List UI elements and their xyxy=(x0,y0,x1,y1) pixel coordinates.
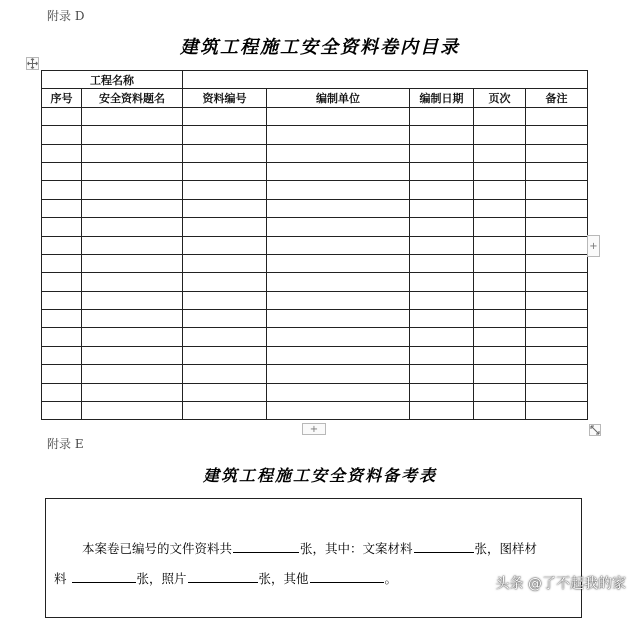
add-column-button[interactable]: + xyxy=(587,235,600,257)
table-cell[interactable] xyxy=(183,310,267,328)
table-cell[interactable] xyxy=(82,273,183,291)
table-cell[interactable] xyxy=(410,346,474,364)
table-cell[interactable] xyxy=(42,328,82,346)
appendix-e-label: 附录 E xyxy=(47,437,84,451)
table-cell[interactable] xyxy=(410,218,474,236)
catalog-body xyxy=(42,107,588,420)
table-cell[interactable] xyxy=(267,365,410,383)
table-cell[interactable] xyxy=(42,236,82,254)
table-cell[interactable] xyxy=(526,346,588,364)
table-cell[interactable] xyxy=(42,254,82,272)
table-cell[interactable] xyxy=(267,107,410,125)
table-cell[interactable] xyxy=(410,402,474,420)
table-cell[interactable] xyxy=(82,162,183,180)
drawing-count-blank[interactable] xyxy=(72,570,136,583)
project-name-value[interactable] xyxy=(183,71,588,89)
table-cell[interactable] xyxy=(526,310,588,328)
table-cell[interactable] xyxy=(42,310,82,328)
table-cell[interactable] xyxy=(267,310,410,328)
table-cell[interactable] xyxy=(526,236,588,254)
table-row xyxy=(42,162,588,180)
total-count-blank[interactable] xyxy=(233,540,299,553)
move-icon[interactable] xyxy=(26,57,39,70)
table-row xyxy=(42,402,588,420)
col-header: 安全资料题名 xyxy=(82,89,183,107)
table-cell[interactable] xyxy=(42,402,82,420)
table-cell[interactable] xyxy=(42,218,82,236)
remarks-text: 张，图样材 xyxy=(474,541,538,556)
table-cell[interactable] xyxy=(82,144,183,162)
table-cell[interactable] xyxy=(526,218,588,236)
table-cell[interactable] xyxy=(267,181,410,199)
catalog-table xyxy=(41,70,588,420)
table-cell[interactable] xyxy=(526,383,588,401)
table-cell[interactable] xyxy=(474,402,526,420)
table-cell[interactable] xyxy=(82,107,183,125)
table-cell[interactable] xyxy=(183,181,267,199)
table-cell[interactable] xyxy=(526,254,588,272)
table-cell[interactable] xyxy=(526,162,588,180)
table-cell[interactable] xyxy=(183,383,267,401)
remarks-title: 建筑工程施工安全资料备考表 xyxy=(202,466,437,485)
add-row-button[interactable]: + xyxy=(302,423,326,435)
table-cell[interactable] xyxy=(474,273,526,291)
table-cell[interactable] xyxy=(526,402,588,420)
col-header: 编制日期 xyxy=(410,89,474,107)
table-cell[interactable] xyxy=(267,383,410,401)
table-cell[interactable] xyxy=(183,199,267,217)
other-count-blank[interactable] xyxy=(310,570,384,583)
table-row xyxy=(42,107,588,125)
table-row xyxy=(42,273,588,291)
table-cell[interactable] xyxy=(526,199,588,217)
table-cell[interactable] xyxy=(526,181,588,199)
col-header: 编制单位 xyxy=(267,89,410,107)
table-cell[interactable] xyxy=(82,402,183,420)
table-cell[interactable] xyxy=(474,365,526,383)
table-cell[interactable] xyxy=(82,181,183,199)
table-cell[interactable] xyxy=(526,328,588,346)
table-cell[interactable] xyxy=(410,328,474,346)
table-cell[interactable] xyxy=(183,273,267,291)
remarks-text: 张，其中：文案材料 xyxy=(300,541,413,556)
resize-arrows-icon xyxy=(590,425,600,435)
table-cell[interactable] xyxy=(410,310,474,328)
table-cell[interactable] xyxy=(42,199,82,217)
table-cell[interactable] xyxy=(183,162,267,180)
table-cell[interactable] xyxy=(183,254,267,272)
table-cell[interactable] xyxy=(410,291,474,309)
table-cell[interactable] xyxy=(82,199,183,217)
table-row xyxy=(42,254,588,272)
table-row xyxy=(42,181,588,199)
table-cell[interactable] xyxy=(410,383,474,401)
table-cell[interactable] xyxy=(183,107,267,125)
table-cell[interactable] xyxy=(82,328,183,346)
table-cell[interactable] xyxy=(410,254,474,272)
col-header: 资料编号 xyxy=(183,89,267,107)
table-cell[interactable] xyxy=(474,107,526,125)
table-cell[interactable] xyxy=(474,126,526,144)
table-cell[interactable] xyxy=(183,291,267,309)
table-cell[interactable] xyxy=(267,402,410,420)
table-cell[interactable] xyxy=(474,218,526,236)
table-cell[interactable] xyxy=(42,383,82,401)
table-row xyxy=(42,365,588,383)
table-row xyxy=(42,328,588,346)
remarks-line-1 xyxy=(82,539,537,557)
catalog-title: 建筑工程施工安全资料卷内目录 xyxy=(180,37,460,58)
resize-icon[interactable] xyxy=(589,424,601,436)
table-cell[interactable] xyxy=(526,291,588,309)
table-cell[interactable] xyxy=(267,346,410,364)
table-cell[interactable] xyxy=(267,254,410,272)
table-cell[interactable] xyxy=(474,181,526,199)
table-cell[interactable] xyxy=(474,310,526,328)
table-cell[interactable] xyxy=(474,291,526,309)
table-cell[interactable] xyxy=(410,365,474,383)
table-cell[interactable] xyxy=(82,365,183,383)
table-cell[interactable] xyxy=(183,346,267,364)
table-cell[interactable] xyxy=(267,218,410,236)
table-row xyxy=(42,144,588,162)
table-cell[interactable] xyxy=(82,383,183,401)
table-cell[interactable] xyxy=(183,218,267,236)
table-cell[interactable] xyxy=(183,365,267,383)
remarks-box xyxy=(45,498,582,618)
table-cell[interactable] xyxy=(410,162,474,180)
table-cell[interactable] xyxy=(410,126,474,144)
watermark: 头条 @了不起我的家 xyxy=(495,576,626,592)
table-cell[interactable] xyxy=(410,236,474,254)
table-cell[interactable] xyxy=(82,346,183,364)
table-cell[interactable] xyxy=(474,199,526,217)
table-cell[interactable] xyxy=(183,144,267,162)
table-cell[interactable] xyxy=(526,365,588,383)
table-cell[interactable] xyxy=(474,144,526,162)
table-cell[interactable] xyxy=(267,328,410,346)
table-cell[interactable] xyxy=(410,107,474,125)
table-cell[interactable] xyxy=(474,346,526,364)
table-cell[interactable] xyxy=(410,199,474,217)
table-row xyxy=(42,310,588,328)
remarks-line-2 xyxy=(54,569,397,587)
table-cell[interactable] xyxy=(183,126,267,144)
table-cell[interactable] xyxy=(183,328,267,346)
table-cell[interactable] xyxy=(42,107,82,125)
photo-count-blank[interactable] xyxy=(188,570,258,583)
table-cell[interactable] xyxy=(410,181,474,199)
table-cell[interactable] xyxy=(474,383,526,401)
table-cell[interactable] xyxy=(526,107,588,125)
table-cell[interactable] xyxy=(474,162,526,180)
table-cell[interactable] xyxy=(526,273,588,291)
table-cell[interactable] xyxy=(474,236,526,254)
table-cell[interactable] xyxy=(267,273,410,291)
table-cell[interactable] xyxy=(42,162,82,180)
col-header: 序号 xyxy=(42,89,82,107)
table-cell[interactable] xyxy=(183,236,267,254)
table-cell[interactable] xyxy=(42,365,82,383)
table-row xyxy=(42,291,588,309)
table-cell[interactable] xyxy=(42,291,82,309)
header-row xyxy=(42,89,588,107)
table-cell[interactable] xyxy=(267,291,410,309)
table-cell[interactable] xyxy=(82,218,183,236)
remarks-text: 张，其他 xyxy=(258,571,309,586)
table-row xyxy=(42,218,588,236)
table-row xyxy=(42,126,588,144)
table-cell[interactable] xyxy=(42,126,82,144)
table-cell[interactable] xyxy=(267,144,410,162)
table-cell[interactable] xyxy=(267,236,410,254)
table-cell[interactable] xyxy=(474,328,526,346)
project-name-label: 工程名称 xyxy=(42,71,183,89)
text-count-blank[interactable] xyxy=(414,540,474,553)
table-cell[interactable] xyxy=(267,126,410,144)
table-cell[interactable] xyxy=(82,236,183,254)
table-row xyxy=(42,199,588,217)
table-cell[interactable] xyxy=(42,346,82,364)
remarks-text: 料 xyxy=(54,571,67,586)
appendix-d-label: 附录 D xyxy=(47,9,85,23)
table-cell[interactable] xyxy=(267,162,410,180)
project-name-row xyxy=(42,71,588,89)
table-cell[interactable] xyxy=(82,291,183,309)
table-cell[interactable] xyxy=(267,199,410,217)
col-header: 备注 xyxy=(526,89,588,107)
table-cell[interactable] xyxy=(526,126,588,144)
table-cell[interactable] xyxy=(82,310,183,328)
table-cell[interactable] xyxy=(526,144,588,162)
table-row xyxy=(42,346,588,364)
remarks-text: 张，照片 xyxy=(136,571,187,586)
col-header: 页次 xyxy=(474,89,526,107)
table-row xyxy=(42,383,588,401)
table-cell[interactable] xyxy=(474,254,526,272)
move-arrows-icon xyxy=(27,58,38,69)
table-cell[interactable] xyxy=(410,273,474,291)
table-row xyxy=(42,236,588,254)
table-cell[interactable] xyxy=(183,402,267,420)
remarks-text: 本案卷已编号的文件资料共 xyxy=(82,541,233,556)
table-cell[interactable] xyxy=(410,144,474,162)
table-cell[interactable] xyxy=(82,254,183,272)
table-cell[interactable] xyxy=(82,126,183,144)
table-cell[interactable] xyxy=(42,273,82,291)
table-cell[interactable] xyxy=(42,181,82,199)
remarks-text: 。 xyxy=(384,571,398,586)
table-cell[interactable] xyxy=(42,144,82,162)
